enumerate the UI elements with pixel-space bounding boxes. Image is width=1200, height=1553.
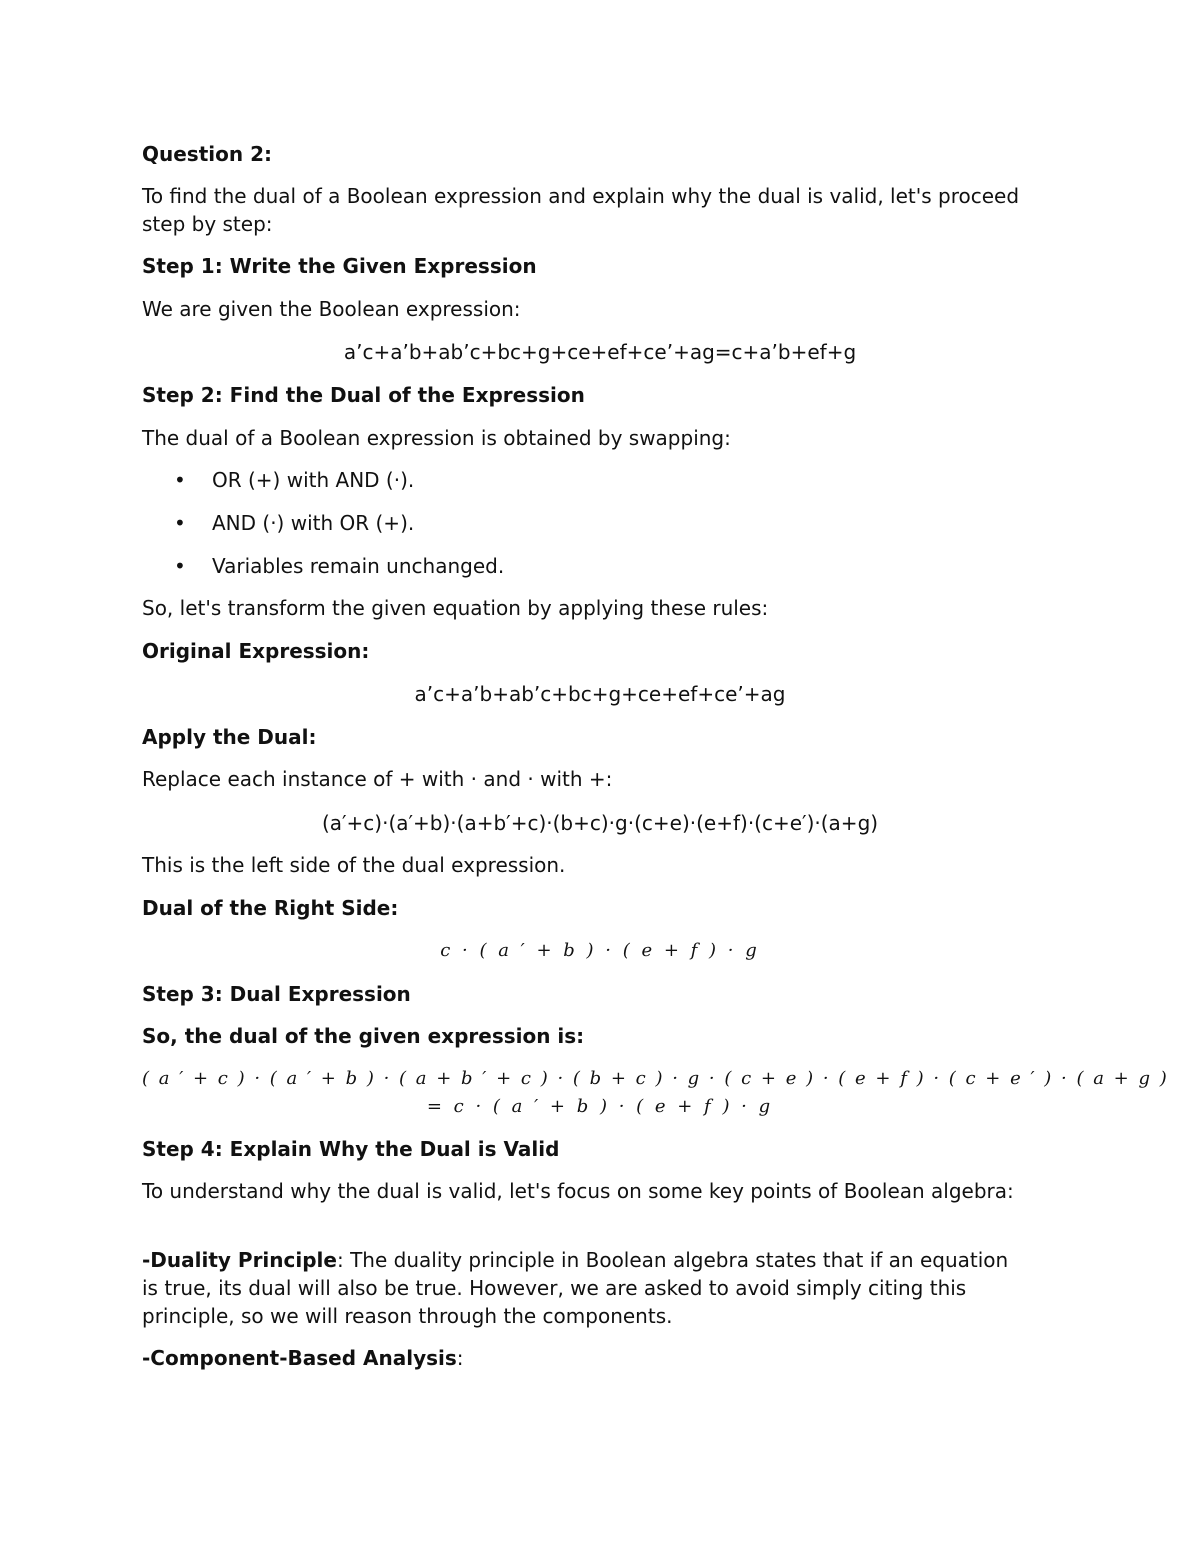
duality-principle-paragraph <box>142 1246 1022 1330</box>
dual-right-expression: c · ( a ′ + b ) · ( e + f ) · g <box>440 940 760 961</box>
component-analysis-label: -Component-Based Analysis <box>142 1346 457 1370</box>
transform-text: So, let's transform the given equation by applying these rules: <box>142 596 769 620</box>
duality-principle-label: -Duality Principle <box>142 1248 337 1272</box>
step3-heading: Step 3: Dual Expression <box>142 982 411 1006</box>
right-side-label: Dual of the Right Side: <box>142 896 399 920</box>
apply-dual-text: Replace each instance of + with · and · with +: <box>142 767 613 791</box>
component-analysis-line <box>142 1344 464 1372</box>
step3-subheading: So, the dual of the given expression is: <box>142 1024 585 1048</box>
step4-heading: Step 4: Explain Why the Dual is Valid <box>142 1137 560 1161</box>
step4-text: To understand why the dual is valid, let's focus on some key points of Boolean algebra: <box>142 1179 1014 1203</box>
original-expression: a’c+a’b+ab’c+bc+g+ce+ef+ce’+ag <box>414 682 786 706</box>
intro-paragraph: To find the dual of a Boolean expression and explain why the dual is valid, let's proceed step by step: <box>142 184 1020 236</box>
apply-dual-label: Apply the Dual: <box>142 725 317 749</box>
step1-expression: a’c+a’b+ab’c+bc+g+ce+ef+ce’+ag=c+a’b+ef+g <box>343 340 857 364</box>
dual-expression-line2: = c · ( a ′ + b ) · ( e + f ) · g <box>426 1096 774 1117</box>
left-side-text: This is the left side of the dual expression. <box>142 853 566 877</box>
dual-left-expression: (a′+c)·(a′+b)·(a+b′+c)·(b+c)·g·(c+e)·(e+f)·(c+e′)·(a+g) <box>321 811 879 835</box>
original-expression-label: Original Expression: <box>142 639 370 663</box>
bullet-icon: • <box>174 511 186 535</box>
step1-text: We are given the Boolean expression: <box>142 297 521 321</box>
step2-text: The dual of a Boolean expression is obtained by swapping: <box>142 426 731 450</box>
list-item-text: OR (+) with AND (·). <box>212 468 415 492</box>
step2-heading: Step 2: Find the Dual of the Expression <box>142 383 585 407</box>
bullet-icon: • <box>174 468 186 492</box>
question-title: Question 2: <box>142 142 272 166</box>
step1-heading: Step 1: Write the Given Expression <box>142 254 537 278</box>
bullet-icon: • <box>174 554 186 578</box>
component-analysis-suffix: : <box>456 1346 464 1370</box>
duality-principle-text: : The duality principle in Boolean algebra states that if an equation is true, its dual will also be true. However, we are asked to avoid simply citing this principle, so we will reason through the components. <box>142 1248 1009 1328</box>
list-item-text: AND (·) with OR (+). <box>212 511 415 535</box>
list-item-text: Variables remain unchanged. <box>212 554 505 578</box>
dual-expression-line1: ( a ′ + c ) · ( a ′ + b ) · ( a + b ′ + c ) · ( b + c ) · g · ( c + e ) · ( e + f ) · ( c + e ′ ) · ( a + g ) <box>142 1068 1169 1089</box>
